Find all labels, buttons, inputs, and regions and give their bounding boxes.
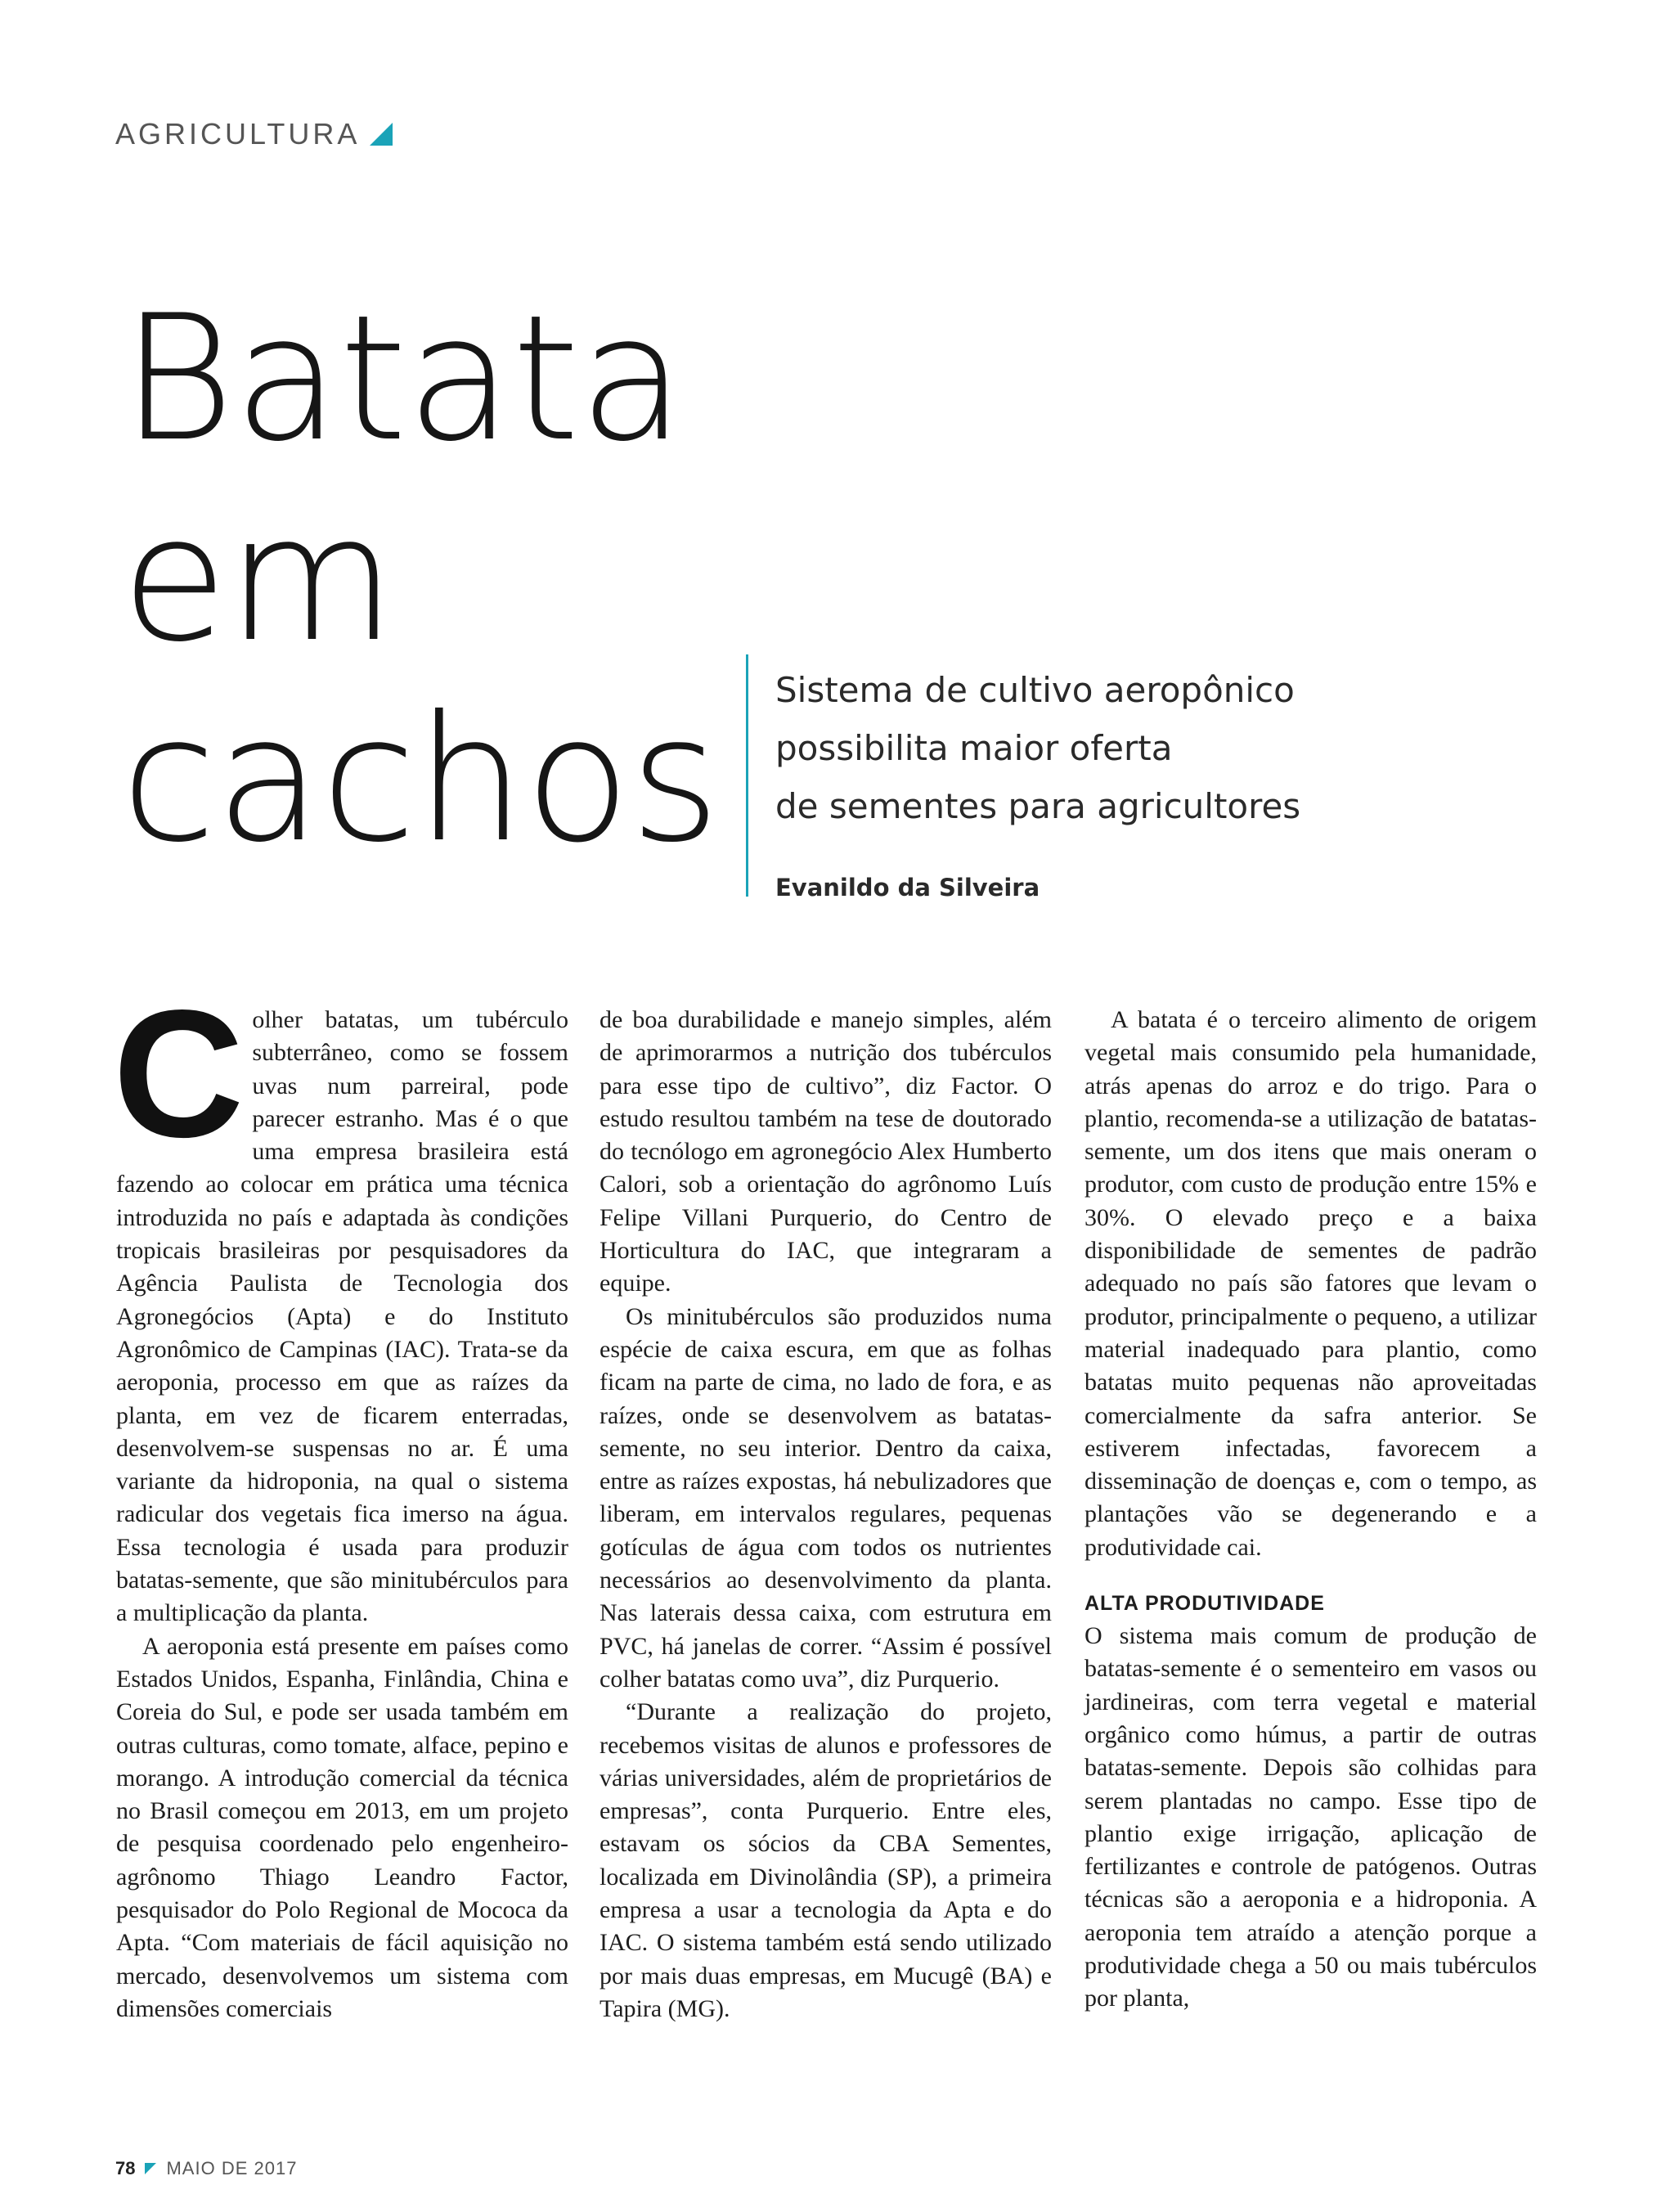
article-title [121,278,775,879]
page-footer [115,2156,297,2181]
paragraph: A aeroponia está presente em países como Estados Unidos, Espanha, Finlândia, China e Coreia do Sul, e pode ser usada também em outras culturas, como tomate, alface, pepino e morango. A introdução comercial da técnica no Brasil começou em 2013, em um projeto de pesquisa coordenado pelo engenheiro-agrônomo Thiago Leandro Factor, pesquisador do Polo Regional de Mococa da Apta. “Com materiais de fácil aquisição no mercado, desenvolvemos um sistema com dimensões comerciais [116,1632,568,2022]
subtitle-line-2: possibilita maior oferta [775,728,1173,768]
paragraph: Os minitubérculos são produzidos numa espécie de caixa escura, em que as folhas ficam na parte de cima, no lado de fora, e as raízes, onde se desenvolvem as batatas-semente, no seu interior. Dentro da caixa, entre as raízes expostas, há nebulizadores que liberam, em intervalos regulares, pequenas gotículas de água com todos os nutrientes necessários ao desenvolvimento da planta. Nas laterais dessa caixa, com estrutura em PVC, há janelas de correr. “Assim é possível colher batatas como uva”, diz Purquerio. [599,1302,1052,1693]
drop-cap: C [113,973,245,1176]
body-column-3 [1084,1004,1537,2016]
body-column-1 [113,973,568,2025]
paragraph: O sistema mais comum de produção de batatas-semente é o sementeiro em vasos ou jardineiras, com terra vegetal e material orgânico como húmus, a partir de outras batatas-semente. Depois são colhidas para serem plantadas no campo. Esse tipo de plantio exige irrigação, aplicação de fertilizantes e controle de patógenos. Outras técnicas são a aeroponia e a hidroponia. A aeroponia tem atraído a atenção porque a produtividade chega a 50 ou mais tubérculos por planta, [1084,1622,1537,2012]
paragraph: de boa durabilidade e manejo simples, além de aprimorarmos a nutrição dos tubérculos para esse tipo de cultivo”, diz Factor. O estudo resultou também na tese de doutorado do tecnólogo em agronegócio Alex Humberto Calori, sob a orientação do agrônomo Luís Felipe Villani Purquerio, do Centro de Horticultura do IAC, que integraram a equipe. [599,1006,1052,1297]
title-line-3: cachos [121,678,720,880]
subtitle-divider [746,654,748,897]
paragraph: olher batatas, um tubérculo subterrâneo, como se fossem uvas num parreiral, pode parecer estranho. Mas é o que uma empresa brasileira está fazendo ao colocar em prática uma técnica introduzida no país e adaptada às condições tropicais brasileiras por pesquisadores da Agência Paulista de Tecnologia dos Agronegócios (Apta) e do Instituto Agronômico de Campinas (IAC). Trata-se da aeroponia, processo em que as raízes da planta, em vez de ficarem enterradas, desenvolvem-se suspensas no ar. É uma variante da hidroponia, na qual o sistema radicular dos vegetais fica imerso na água. Essa tecnologia é usada para produzir batatas-semente, que são minitubérculos para a multiplicação da planta. [116,1006,568,1627]
page-number: 78 [115,2158,136,2178]
paragraph: A batata é o terceiro alimento de origem vegetal mais consumido pela humanidade, atrás apenas do arroz e do trigo. Para o plantio, recomenda-se a utilização de batatas-semente, um dos itens que mais oneram o produtor, com custo de produção entre 15% e 30%. O elevado preço e a baixa disponibilidade de sementes de padrão adequado no país são fatores que levam o produtor, principalmente o pequeno, a utilizar material inadequado para plantio, como batatas muito pequenas não aproveitadas comercialmente da safra anterior. Se estiverem infectadas, favorecem a disseminação de doenças e, com o tempo, as plantações vão se degenerando e a produtividade cai. [1084,1006,1537,1561]
triangle-marker-icon [370,123,393,146]
section-name: AGRICULTURA [115,117,361,151]
issue-date: MAIO DE 2017 [166,2158,298,2178]
subtitle-line-1: Sistema de cultivo aeropônico [775,670,1295,710]
paragraph: “Durante a realização do projeto, recebemos visitas de alunos e professores de várias universidades, além de proprietários de empresas”, conta Purquerio. Entre eles, estavam os sócios da CBA Sementes, localizada em Divinolândia (SP), a primeira empresa a usar a tecnologia da Apta e do IAC. O sistema também está sendo utilizado por mais duas empresas, em Mucugê (BA) e Tapira (MG). [599,1698,1052,2022]
author-byline: Evanildo da Silveira [775,874,1040,901]
title-line-2: em [121,478,395,680]
section-subhead: ALTA PRODUTIVIDADE [1084,1592,1325,1616]
subtitle-line-3: de sementes para agricultores [775,786,1301,826]
title-line-1: Batata [121,277,685,479]
triangle-marker-icon [145,2163,156,2174]
section-label [115,115,393,154]
article-subtitle [775,661,1348,835]
body-column-2 [599,1004,1052,2025]
